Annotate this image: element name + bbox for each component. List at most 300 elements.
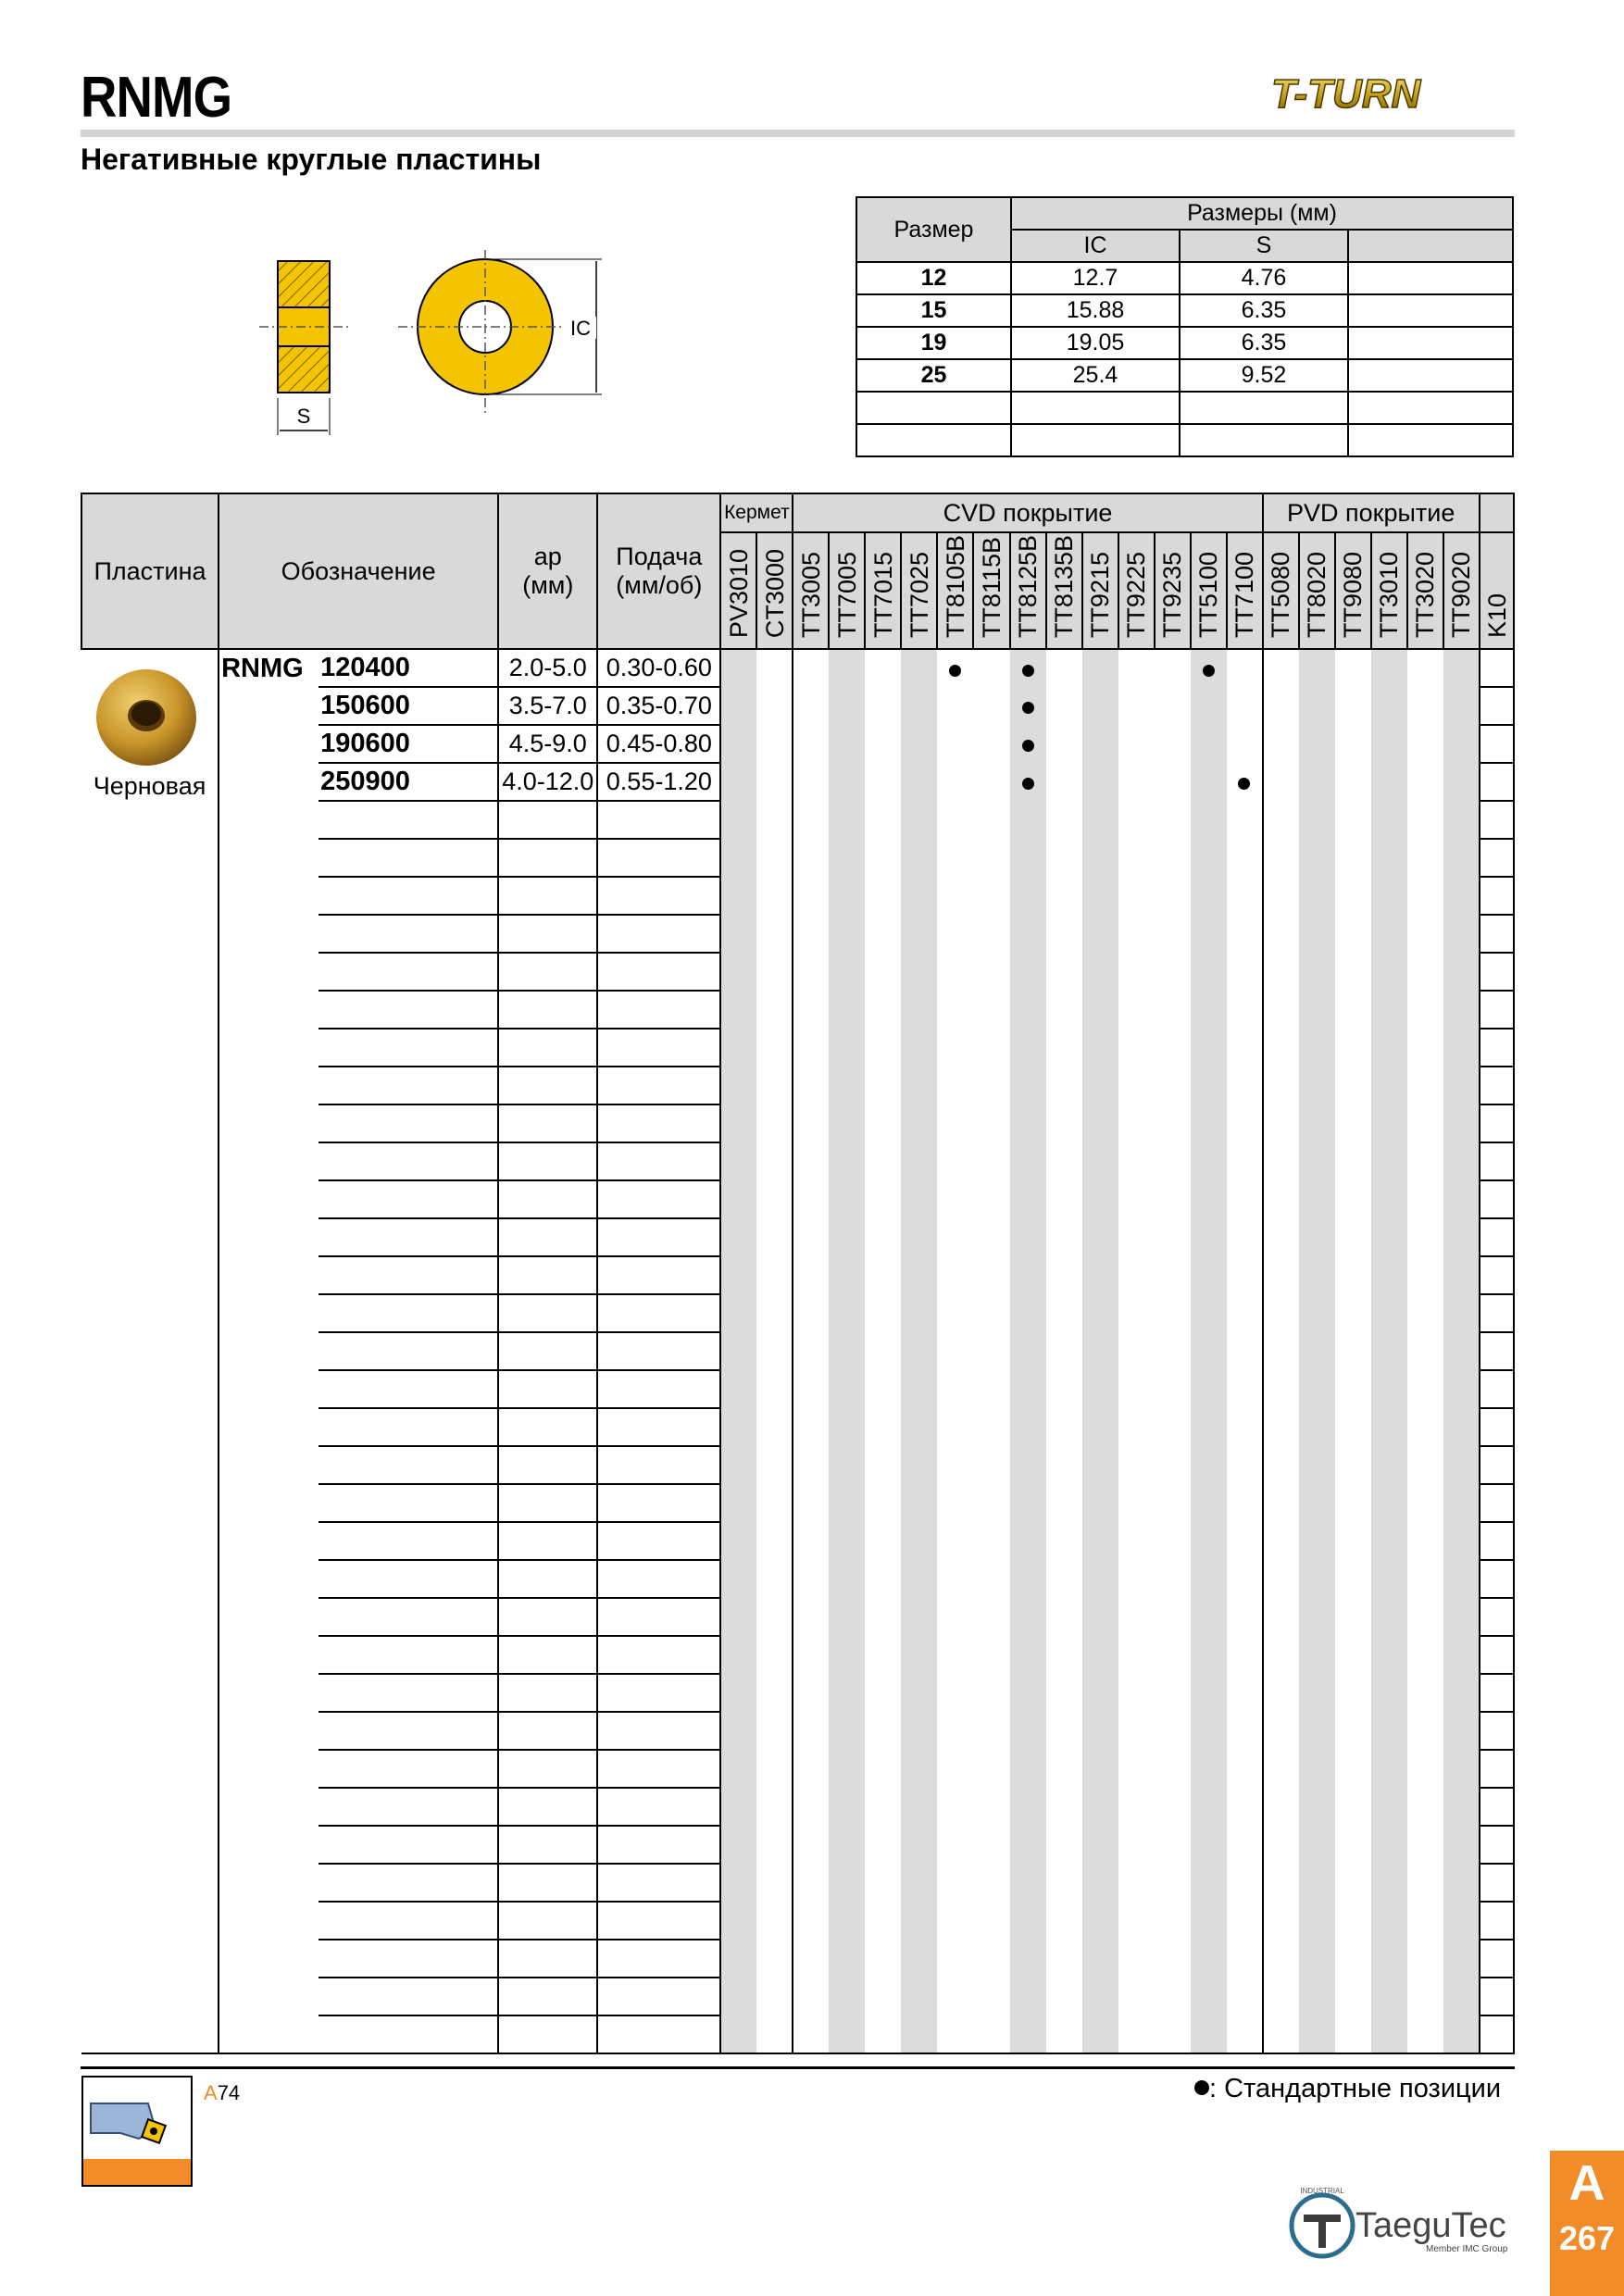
grade-cell [793, 1218, 829, 1256]
designation-code-empty [319, 1104, 498, 1142]
grade-cell [1010, 1446, 1046, 1484]
grade-cell [1299, 2015, 1335, 2053]
grade-cell [1335, 1218, 1371, 1256]
grade-cell [973, 1256, 1009, 1294]
grade-cell [1155, 1598, 1191, 1636]
empty-header [1348, 230, 1513, 262]
t-turn-logo [1264, 67, 1523, 122]
grade-cell [937, 1142, 973, 1180]
grade-cell [1443, 1712, 1480, 1750]
grade-cell [1407, 1712, 1443, 1750]
designation-code-empty [319, 991, 498, 1029]
grade-cell [1227, 991, 1263, 1029]
grade-cell [1443, 1029, 1480, 1067]
cermet-group-header: Кермет [720, 493, 793, 532]
grade-cell [1335, 1826, 1371, 1864]
grade-cell [1118, 1902, 1155, 1940]
grade-cell [756, 1294, 793, 1332]
grade-label: TT7005 [832, 551, 861, 638]
grade-cell [793, 839, 829, 877]
table-row [81, 649, 1514, 687]
grade-cell [793, 1408, 829, 1446]
legend-dot-icon [1194, 2080, 1209, 2095]
size-cell-empty [1348, 262, 1513, 294]
grade-cell [1082, 1370, 1118, 1408]
grade-cell [756, 763, 793, 801]
grade-cell [793, 1484, 829, 1522]
grade-cell [720, 1067, 756, 1104]
designation-code-empty [319, 1674, 498, 1712]
grade-cell [901, 839, 937, 877]
grade-cell [756, 1256, 793, 1294]
feed-value-empty [597, 1940, 720, 1978]
ap-value-empty [498, 1598, 597, 1636]
grade-cell [1371, 1864, 1407, 1902]
grade-cell [793, 649, 829, 687]
grade-cell [720, 1750, 756, 1788]
insert-diagram [259, 250, 611, 454]
grade-cell [1046, 1674, 1082, 1712]
insert-type-label: Черновая [93, 772, 206, 800]
ap-value-empty [498, 1446, 597, 1484]
grade-cell [1371, 1446, 1407, 1484]
grade-cell [973, 991, 1009, 1029]
grade-cell [1227, 1522, 1263, 1560]
grade-cell [1371, 1218, 1407, 1256]
grade-cell [793, 1180, 829, 1218]
feed-value-empty [597, 1294, 720, 1332]
grade-cell [720, 687, 756, 725]
page-ref-letter: A [204, 2081, 218, 2104]
grade-cell [720, 1788, 756, 1826]
grade-cell [937, 877, 973, 915]
designation-code-empty [319, 1446, 498, 1484]
grade-cell [1335, 1788, 1371, 1826]
grade-cell [756, 2015, 793, 2053]
grade-cell [1227, 1067, 1263, 1104]
grade-cell [1227, 1750, 1263, 1788]
grade-cell [1407, 1029, 1443, 1067]
size-cell-empty [1348, 327, 1513, 359]
grade-cell [1480, 1104, 1514, 1142]
grade-cell [756, 839, 793, 877]
grade-cell [937, 915, 973, 953]
designation-prefix-empty [219, 839, 319, 877]
grade-cell [1480, 1256, 1514, 1294]
grade-cell [1227, 1294, 1263, 1332]
grade-cell [1010, 725, 1046, 763]
grade-cell [1263, 1142, 1299, 1180]
grade-cell [1443, 953, 1480, 991]
grade-cell [1371, 1256, 1407, 1294]
grade-cell [865, 1484, 901, 1522]
grade-cell [829, 1104, 865, 1142]
grade-cell [1010, 1788, 1046, 1826]
grade-cell [973, 649, 1009, 687]
grade-cell [937, 1218, 973, 1256]
table-row [81, 1029, 1514, 1067]
grade-cell [1046, 1256, 1082, 1294]
designation-code-empty [319, 953, 498, 991]
grade-cell [1443, 1522, 1480, 1560]
grade-cell [1335, 1104, 1371, 1142]
grade-cell [1082, 1142, 1118, 1180]
grade-header-tt9080 [1335, 532, 1371, 649]
grade-cell [1263, 2015, 1299, 2053]
grade-cell [1443, 1408, 1480, 1446]
grade-label: TT3005 [796, 551, 825, 638]
grade-cell [1407, 1370, 1443, 1408]
title-rule [81, 130, 1515, 137]
designation-prefix-empty [219, 2015, 319, 2053]
table-row [81, 1408, 1514, 1446]
grade-cell [1263, 801, 1299, 839]
grade-cell [1335, 877, 1371, 915]
grade-cell [1010, 1067, 1046, 1104]
feed-header [597, 493, 720, 649]
grade-cell [1155, 1370, 1191, 1408]
grade-cell [720, 1598, 756, 1636]
grade-cell [756, 1446, 793, 1484]
grade-cell [937, 1712, 973, 1750]
ap-value-empty [498, 1826, 597, 1864]
grade-cell [973, 1484, 1009, 1522]
grade-label: PV3010 [724, 548, 753, 638]
designation-code: 190600 [319, 725, 498, 763]
grade-cell [1191, 687, 1227, 725]
grade-cell [1010, 1750, 1046, 1788]
grade-cell [1335, 1750, 1371, 1788]
grade-cell [1046, 1029, 1082, 1067]
grade-cell [1263, 687, 1299, 725]
grade-cell [829, 1826, 865, 1864]
feed-value-empty [597, 1636, 720, 1674]
grade-cell [865, 649, 901, 687]
grade-cell [1227, 801, 1263, 839]
grade-cell [756, 1674, 793, 1712]
grade-cell [1046, 2015, 1082, 2053]
grade-header-tt3010 [1371, 532, 1407, 649]
grade-cell [901, 915, 937, 953]
grade-cell [937, 1180, 973, 1218]
grade-cell [937, 763, 973, 801]
grade-cell [1480, 1370, 1514, 1408]
grade-cell [720, 801, 756, 839]
grade-cell [1480, 1598, 1514, 1636]
grade-cell [973, 1446, 1009, 1484]
grade-cell [1371, 801, 1407, 839]
grade-cell [1407, 1598, 1443, 1636]
grade-cell [973, 1560, 1009, 1598]
designation-prefix-empty [219, 687, 319, 725]
grade-cell [720, 1826, 756, 1864]
grade-cell [937, 1826, 973, 1864]
grade-cell [1227, 725, 1263, 763]
grade-cell [1227, 1902, 1263, 1940]
grade-cell [1010, 1598, 1046, 1636]
grade-cell [1480, 1294, 1514, 1332]
grade-cell [901, 1522, 937, 1560]
grade-cell [1371, 725, 1407, 763]
grade-cell [865, 1218, 901, 1256]
grade-cell [1227, 687, 1263, 725]
grade-cell [937, 1750, 973, 1788]
grade-cell [1155, 1218, 1191, 1256]
grade-cell [1191, 801, 1227, 839]
grade-cell [1010, 1864, 1046, 1902]
availability-dot-icon [1238, 778, 1250, 790]
size-cell-size: 15 [856, 294, 1011, 327]
company-ring-text: INDUSTRIAL [1300, 2187, 1344, 2195]
grade-cell [937, 1029, 973, 1067]
grade-cell [720, 1864, 756, 1902]
grade-cell [1191, 1864, 1227, 1902]
grade-cell [756, 1484, 793, 1522]
size-cell-s: 4.76 [1180, 262, 1348, 294]
grade-cell [756, 1598, 793, 1636]
grade-cell [865, 763, 901, 801]
grade-cell [1443, 839, 1480, 877]
grade-cell [1335, 1598, 1371, 1636]
designation-prefix-empty [219, 1978, 319, 2015]
grade-cell [1227, 763, 1263, 801]
grade-cell [1371, 839, 1407, 877]
grade-cell [1191, 1370, 1227, 1408]
feed-value-empty [597, 839, 720, 877]
grade-cell [1046, 1218, 1082, 1256]
table-row [81, 1218, 1514, 1256]
grade-cell [793, 1446, 829, 1484]
ap-value-empty [498, 1294, 597, 1332]
grade-cell [793, 1902, 829, 1940]
grade-cell [756, 991, 793, 1029]
grade-header-tt3020 [1407, 532, 1443, 649]
grade-cell [756, 1826, 793, 1864]
feed-value-empty [597, 915, 720, 953]
ap-value-empty [498, 1864, 597, 1902]
designation-prefix-empty [219, 1636, 319, 1674]
ap-value-empty [498, 801, 597, 839]
grade-cell [756, 1940, 793, 1978]
side-view-bottom [278, 346, 330, 393]
turning-tool-icon[interactable] [81, 2076, 193, 2187]
table-row [81, 1598, 1514, 1636]
grade-cell [1227, 1142, 1263, 1180]
grade-cell [1046, 877, 1082, 915]
grade-cell [1191, 839, 1227, 877]
ic-label: IC [570, 317, 591, 340]
grade-cell [829, 877, 865, 915]
grade-header-k10 [1480, 532, 1514, 649]
grade-cell [1155, 649, 1191, 687]
designation-prefix-empty [219, 1902, 319, 1940]
grade-cell [1191, 1256, 1227, 1294]
grade-cell [720, 915, 756, 953]
feed-label: Подача [616, 543, 703, 570]
grade-cell [1227, 915, 1263, 953]
grade-cell [1082, 801, 1118, 839]
grade-cell [1407, 1522, 1443, 1560]
grade-cell [973, 1864, 1009, 1902]
grade-cell [1191, 1484, 1227, 1522]
grade-cell [1118, 1218, 1155, 1256]
grade-cell [1155, 1978, 1191, 2015]
grade-cell [1335, 1940, 1371, 1978]
grade-cell [829, 1218, 865, 1256]
grade-cell [756, 953, 793, 991]
grade-cell [793, 1104, 829, 1142]
grade-cell [1118, 877, 1155, 915]
grade-cell [1407, 725, 1443, 763]
grade-cell [1263, 1750, 1299, 1788]
grade-cell [829, 1294, 865, 1332]
grade-cell [1155, 1142, 1191, 1180]
grade-cell [829, 1788, 865, 1826]
grade-label: K10 [1482, 593, 1511, 638]
feed-value-empty [597, 1180, 720, 1218]
grade-cell [1407, 953, 1443, 991]
grade-cell [1480, 1788, 1514, 1826]
grade-cell [865, 1560, 901, 1598]
grade-cell [1263, 1180, 1299, 1218]
grade-cell [865, 1864, 901, 1902]
grade-cell [1118, 1978, 1155, 2015]
table-row [81, 1332, 1514, 1370]
designation-code: 250900 [319, 763, 498, 801]
grade-cell [793, 725, 829, 763]
grade-cell [865, 1104, 901, 1142]
designation-code-empty [319, 1067, 498, 1104]
grade-cell [793, 1598, 829, 1636]
grade-cell [1010, 1294, 1046, 1332]
grade-cell [1371, 1636, 1407, 1674]
grade-cell [1118, 1408, 1155, 1446]
grade-cell [720, 1370, 756, 1408]
grade-cell [1299, 1522, 1335, 1560]
grade-cell [829, 1484, 865, 1522]
grade-cell [1480, 991, 1514, 1029]
grade-cell [1299, 1674, 1335, 1712]
feed-value-empty [597, 877, 720, 915]
grade-cell [720, 1560, 756, 1598]
ap-value-empty [498, 839, 597, 877]
grade-cell [1299, 991, 1335, 1029]
grade-cell [1010, 649, 1046, 687]
ap-value-empty [498, 1674, 597, 1712]
ap-value-empty [498, 953, 597, 991]
feed-value-empty [597, 1332, 720, 1370]
grade-cell [1155, 1104, 1191, 1142]
grade-cell [720, 1674, 756, 1712]
grade-cell [1407, 1750, 1443, 1788]
grade-cell [1299, 953, 1335, 991]
grade-cell [756, 725, 793, 763]
grade-cell [1082, 1940, 1118, 1978]
grade-cell [1299, 1370, 1335, 1408]
grade-cell [901, 877, 937, 915]
table-row [81, 915, 1514, 953]
grade-cell [720, 1636, 756, 1674]
feed-unit: (мм/об) [616, 571, 703, 599]
grade-cell [1155, 1902, 1191, 1940]
grade-cell [1443, 1978, 1480, 2015]
grade-cell [1299, 1712, 1335, 1750]
grade-header-ct3000 [756, 532, 793, 649]
designation-prefix-empty [219, 1598, 319, 1636]
grade-cell [1227, 1446, 1263, 1484]
grade-cell [1191, 877, 1227, 915]
grade-cell [1191, 1332, 1227, 1370]
ap-value-empty [498, 1218, 597, 1256]
grade-cell [973, 1180, 1009, 1218]
grade-cell [1082, 725, 1118, 763]
grade-cell [1118, 991, 1155, 1029]
grade-cell [901, 1294, 937, 1332]
grade-cell [1407, 877, 1443, 915]
grade-cell [829, 1674, 865, 1712]
grade-cell [1191, 649, 1227, 687]
grade-cell [1118, 1560, 1155, 1598]
grade-cell [756, 1978, 793, 2015]
grade-cell [1191, 763, 1227, 801]
grade-cell [1010, 1522, 1046, 1560]
grade-cell [1371, 1788, 1407, 1826]
grade-cell [829, 2015, 865, 2053]
grade-cell [1443, 1902, 1480, 1940]
size-cell-empty [1180, 392, 1348, 424]
feed-value: 0.45-0.80 [597, 725, 720, 763]
grade-cell [793, 1712, 829, 1750]
page-reference-link[interactable] [204, 2081, 240, 2105]
grade-cell [720, 1029, 756, 1067]
availability-dot-icon [1022, 778, 1034, 790]
grade-cell [1480, 1522, 1514, 1560]
grade-cell [1443, 763, 1480, 801]
grade-cell [1335, 1142, 1371, 1180]
grade-cell [1407, 991, 1443, 1029]
grade-cell [1443, 1446, 1480, 1484]
grade-cell [1299, 1142, 1335, 1180]
grade-cell [937, 649, 973, 687]
grade-cell [1082, 1218, 1118, 1256]
grade-cell [1010, 1674, 1046, 1712]
grade-cell [1155, 1180, 1191, 1218]
grade-cell [1299, 763, 1335, 801]
grade-cell [1443, 1826, 1480, 1864]
grade-cell [829, 1522, 865, 1560]
grade-cell [1299, 1218, 1335, 1256]
grade-cell [973, 1826, 1009, 1864]
grade-cell [793, 1750, 829, 1788]
size-cell-ic: 25.4 [1011, 359, 1180, 392]
grade-cell [865, 1332, 901, 1370]
grade-cell [1118, 2015, 1155, 2053]
grade-cell [1010, 1636, 1046, 1674]
grade-cell [1335, 915, 1371, 953]
grade-cell [1480, 953, 1514, 991]
grade-cell [1118, 1029, 1155, 1067]
grade-cell [1480, 1750, 1514, 1788]
availability-dot-icon [949, 665, 961, 677]
grade-cell [937, 1332, 973, 1370]
grade-cell [1480, 1978, 1514, 2015]
grade-cell [1155, 1256, 1191, 1294]
ap-value-empty [498, 1067, 597, 1104]
grade-label: CT3000 [760, 548, 789, 638]
grade-cell [1299, 1256, 1335, 1294]
grade-cell [793, 1978, 829, 2015]
grade-cell [1335, 991, 1371, 1029]
